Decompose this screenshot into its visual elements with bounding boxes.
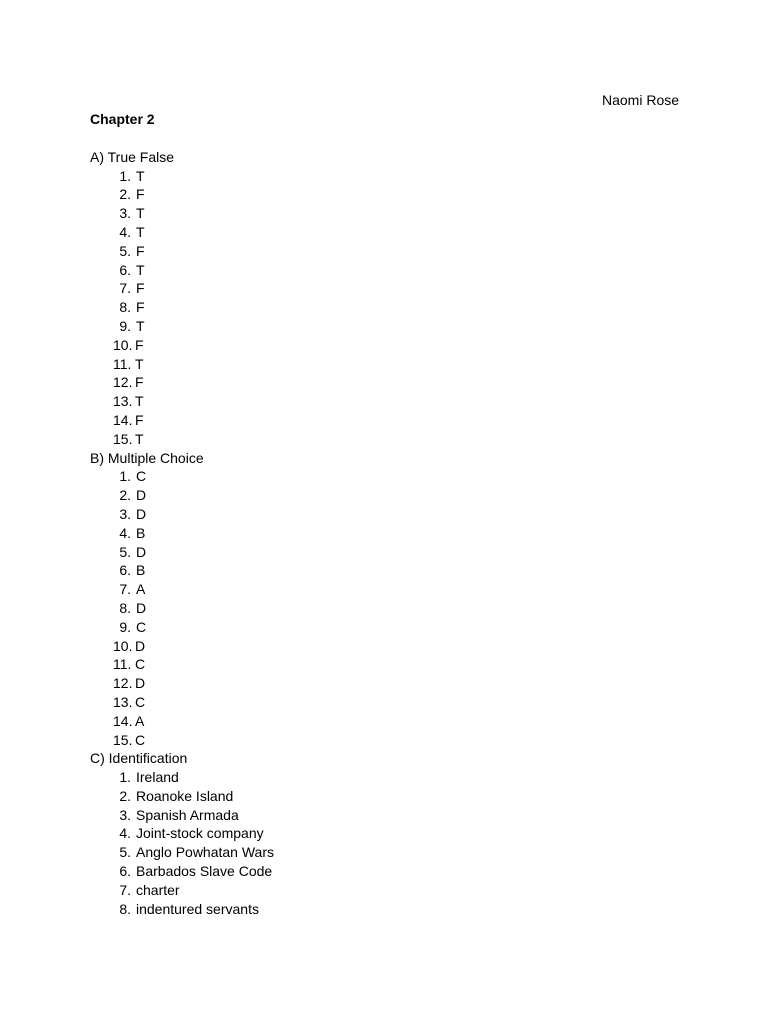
answer-item [90, 561, 710, 580]
answer-item [90, 824, 710, 843]
item-number: 7. [119, 881, 131, 898]
item-number: 3. [119, 205, 131, 222]
item-answer: C [136, 468, 147, 485]
item-number: 2. [119, 186, 131, 203]
answer-item [90, 881, 710, 900]
answer-item [90, 599, 710, 618]
item-number: 13. [113, 693, 133, 710]
item-answer: Roanoke Island [136, 787, 234, 804]
item-answer: D [136, 505, 147, 522]
answer-item [90, 467, 710, 486]
item-answer: B [136, 524, 146, 541]
item-answer: T [136, 223, 145, 240]
item-number: 5. [119, 543, 131, 560]
item-number: 3. [119, 806, 131, 823]
item-answer: F [135, 336, 144, 353]
answer-item [90, 223, 710, 242]
item-number: 1. [119, 769, 131, 786]
item-answer: indentured servants [136, 900, 259, 917]
item-answer: T [135, 355, 144, 372]
answer-section [90, 749, 710, 918]
item-number: 5. [119, 844, 131, 861]
item-answer: D [135, 637, 146, 654]
answer-item [90, 862, 710, 881]
answer-item [90, 900, 710, 919]
item-number: 8. [119, 299, 131, 316]
item-number: 6. [119, 562, 131, 579]
item-number: 1. [119, 468, 131, 485]
item-answer: charter [136, 881, 180, 898]
item-number: 2. [119, 487, 131, 504]
answer-item [90, 317, 710, 336]
answer-item [90, 524, 710, 543]
item-number: 7. [119, 581, 131, 598]
answer-item [90, 843, 710, 862]
item-number: 13. [113, 393, 133, 410]
item-answer: T [136, 205, 145, 222]
item-number: 12. [113, 374, 133, 391]
item-answer: F [135, 374, 144, 391]
answer-item [90, 693, 710, 712]
answer-list [90, 768, 710, 918]
item-answer: A [136, 581, 146, 598]
item-number: 6. [119, 863, 131, 880]
item-number: 10. [113, 637, 133, 654]
item-number: 1. [119, 167, 131, 184]
answer-sections [90, 148, 710, 919]
answer-item [90, 373, 710, 392]
item-number: 4. [119, 524, 131, 541]
item-number: 5. [119, 242, 131, 259]
answer-item [90, 806, 710, 825]
item-number: 9. [119, 618, 131, 635]
section-heading: C) Identification [90, 750, 188, 767]
answer-item [90, 392, 710, 411]
answer-item [90, 298, 710, 317]
answer-item [90, 261, 710, 280]
answer-item [90, 486, 710, 505]
item-answer: D [136, 599, 147, 616]
item-answer: F [136, 280, 145, 297]
answer-item [90, 279, 710, 298]
answer-item [90, 655, 710, 674]
answer-item [90, 355, 710, 374]
answer-item [90, 242, 710, 261]
section-heading: B) Multiple Choice [90, 449, 204, 466]
answer-item [90, 618, 710, 637]
answer-item [90, 787, 710, 806]
section-heading: A) True False [90, 148, 175, 165]
item-answer: D [136, 487, 147, 504]
answer-section [90, 148, 710, 449]
item-number: 11. [113, 656, 132, 673]
item-number: 14. [113, 712, 133, 729]
chapter-title: Chapter 2 [90, 111, 155, 127]
item-answer: T [136, 317, 145, 334]
item-answer: D [136, 543, 147, 560]
answer-item [90, 674, 710, 693]
answer-item [90, 185, 710, 204]
answer-item [90, 204, 710, 223]
answer-item [90, 505, 710, 524]
item-answer: T [136, 167, 145, 184]
item-number: 9. [119, 317, 131, 334]
item-answer: F [136, 186, 145, 203]
item-answer: F [136, 242, 145, 259]
item-number: 7. [119, 280, 131, 297]
item-answer: C [135, 731, 146, 748]
item-answer: F [136, 299, 145, 316]
item-answer: Joint-stock company [136, 825, 264, 842]
item-answer: C [135, 656, 146, 673]
answer-section [90, 449, 710, 750]
item-answer: Barbados Slave Code [136, 863, 273, 880]
document-body [90, 110, 710, 918]
answer-list [90, 467, 710, 749]
item-number: 12. [113, 675, 133, 692]
answer-item [90, 430, 710, 449]
author-name: Naomi Rose [602, 92, 680, 108]
answer-item [90, 637, 710, 656]
item-answer: D [135, 675, 146, 692]
answer-item [90, 411, 710, 430]
item-answer: Ireland [136, 769, 179, 786]
item-answer: C [136, 618, 147, 635]
answer-item [90, 167, 710, 186]
item-number: 2. [119, 787, 131, 804]
item-number: 10. [113, 336, 133, 353]
item-number: 11. [113, 355, 132, 372]
item-answer: T [135, 430, 144, 447]
item-number: 8. [119, 599, 131, 616]
item-number: 6. [119, 261, 131, 278]
item-answer: Anglo Powhatan Wars [136, 844, 274, 861]
item-answer: C [135, 693, 146, 710]
item-number: 14. [113, 411, 133, 428]
item-answer: A [135, 712, 145, 729]
item-answer: T [135, 393, 144, 410]
item-number: 4. [119, 223, 131, 240]
item-number: 15. [113, 731, 133, 748]
item-number: 8. [119, 900, 131, 917]
item-answer: F [135, 411, 144, 428]
item-number: 15. [113, 430, 133, 447]
answer-item [90, 768, 710, 787]
item-answer: T [136, 261, 145, 278]
item-number: 3. [119, 505, 131, 522]
item-answer: Spanish Armada [136, 806, 239, 823]
answer-item [90, 336, 710, 355]
item-number: 4. [119, 825, 131, 842]
item-answer: B [136, 562, 146, 579]
answer-list [90, 167, 710, 449]
answer-item [90, 580, 710, 599]
answer-item [90, 712, 710, 731]
answer-item [90, 543, 710, 562]
answer-item [90, 731, 710, 750]
